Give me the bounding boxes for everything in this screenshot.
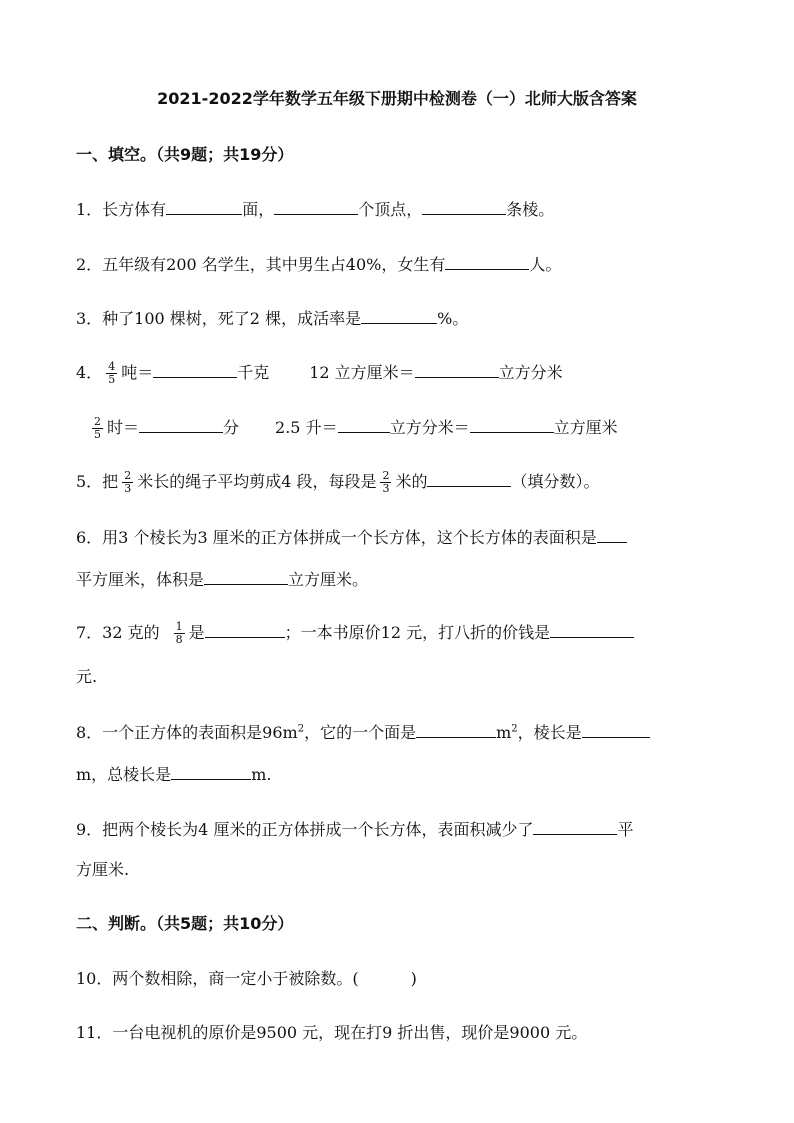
answer-blank[interactable] xyxy=(153,359,237,378)
question-2 xyxy=(76,251,724,277)
answer-blank[interactable] xyxy=(416,719,496,738)
q4-number: 4． xyxy=(76,363,103,382)
q4-text-d: 立方分米 xyxy=(498,363,563,382)
q6-text-c: 立方厘米。 xyxy=(288,570,369,589)
question-4-row-2 xyxy=(88,414,724,441)
question-4-row-1 xyxy=(76,359,724,386)
answer-blank[interactable] xyxy=(550,619,634,638)
q9-text-a: 9．把两个棱长为4 厘米的正方体拼成一个长方体，表面积减少了 xyxy=(76,820,534,839)
answer-blank[interactable] xyxy=(204,566,288,585)
answer-blank[interactable] xyxy=(139,414,223,433)
fraction xyxy=(122,470,133,495)
q7-text-a: 7．32 克的 xyxy=(76,623,160,642)
q2-text-b: 人。 xyxy=(529,255,562,274)
question-1 xyxy=(76,196,724,222)
question-10 xyxy=(76,967,724,991)
q4-text-f: 分 xyxy=(223,418,240,437)
answer-blank[interactable] xyxy=(166,196,242,215)
q5-text-d: （填分数）。 xyxy=(511,472,600,491)
question-6-row-2 xyxy=(76,566,724,592)
answer-blank[interactable] xyxy=(533,816,617,835)
section-heading-fill-in: 一、填空。（共9题；共19分） xyxy=(76,145,294,164)
superscript: 2 xyxy=(511,723,518,735)
answer-blank[interactable] xyxy=(427,468,511,487)
question-9-row-2 xyxy=(76,858,724,882)
q4-text-i: 立方厘米 xyxy=(553,418,618,437)
answer-blank[interactable] xyxy=(274,196,358,215)
q4-text-c: 12 立方厘米＝ xyxy=(309,363,415,382)
question-8-row-1 xyxy=(76,719,724,745)
fraction-denominator: 8 xyxy=(175,633,183,646)
question-8-row-2 xyxy=(76,761,724,787)
question-9-row-1 xyxy=(76,816,724,842)
answer-blank[interactable] xyxy=(338,414,390,433)
q9-text-b: 平 xyxy=(617,820,634,839)
q8-text-d: ，棱长是 xyxy=(517,723,582,742)
fraction xyxy=(174,621,185,646)
question-7-row-2 xyxy=(76,665,724,689)
fraction-denominator: 5 xyxy=(108,373,116,386)
answer-blank[interactable] xyxy=(422,196,506,215)
q6-text-a: 6．用3 个棱长为3 厘米的正方体拼成一个长方体，这个长方体的表面积是 xyxy=(76,528,597,547)
answer-blank[interactable] xyxy=(361,305,437,324)
q5-text-a: 5．把 xyxy=(76,472,119,491)
answer-blank[interactable] xyxy=(597,524,627,543)
question-6-row-1 xyxy=(76,524,724,550)
q8-text-e: m，总棱长是 xyxy=(76,765,172,784)
q8-text-f: m. xyxy=(251,765,272,784)
question-5 xyxy=(76,468,724,495)
question-3 xyxy=(76,305,724,331)
answer-blank[interactable] xyxy=(470,414,554,433)
fraction xyxy=(380,470,391,495)
q7-text-c: ；一本书原价12 元，打八折的价钱是 xyxy=(284,623,551,642)
answer-blank[interactable] xyxy=(415,359,499,378)
answer-blank[interactable] xyxy=(582,719,650,738)
fraction xyxy=(106,361,117,386)
q3-text-b: %。 xyxy=(437,309,469,328)
q1-text-c: 个顶点， xyxy=(358,200,423,219)
q7-text-d: 元. xyxy=(76,667,98,686)
q4-text-h: 立方分米＝ xyxy=(389,418,470,437)
q4-text-b: 千克 xyxy=(237,363,270,382)
fraction xyxy=(92,416,103,441)
fraction-denominator: 3 xyxy=(382,482,390,495)
q9-text-c: 方厘米. xyxy=(76,860,130,879)
fraction-numerator: 1 xyxy=(175,620,183,633)
q3-text-a: 3．种了100 棵树，死了2 棵，成活率是 xyxy=(76,309,362,328)
q4-text-a: 吨＝ xyxy=(121,363,154,382)
q2-text-a: 2．五年级有200 名学生，其中男生占40%，女生有 xyxy=(76,255,446,274)
answer-blank[interactable] xyxy=(205,619,285,638)
section-heading-true-false: 二、判断。（共5题；共10分） xyxy=(76,914,294,933)
q6-text-b: 平方厘米，体积是 xyxy=(76,570,205,589)
q7-text-b: 是 xyxy=(188,623,205,642)
question-11 xyxy=(76,1021,724,1045)
q5-text-b: 米长的绳子平均剪成4 段，每段是 xyxy=(137,472,377,491)
q8-text-b: ，它的一个面是 xyxy=(304,723,417,742)
q5-text-c: 米的 xyxy=(395,472,428,491)
fraction-numerator: 2 xyxy=(124,469,132,482)
q4-text-g: 2.5 升＝ xyxy=(275,418,338,437)
fraction-numerator: 2 xyxy=(382,469,390,482)
question-7-row-1 xyxy=(76,619,724,646)
answer-blank[interactable] xyxy=(445,251,529,270)
fraction-denominator: 5 xyxy=(94,428,101,441)
q8-text-c: m xyxy=(496,723,512,742)
superscript: 2 xyxy=(297,723,305,735)
page-title: 2021-2022学年数学五年级下册期中检测卷（一）北师大版含答案 xyxy=(157,89,637,108)
q8-text-a: 8．一个正方体的表面积是96m xyxy=(76,723,298,742)
q1-text-d: 条棱。 xyxy=(506,200,555,219)
q1-text-a: 1．长方体有 xyxy=(76,200,167,219)
q1-text-b: 面， xyxy=(242,200,275,219)
q10-text-b: ) xyxy=(410,969,417,988)
answer-blank[interactable] xyxy=(171,761,251,780)
fraction-numerator: 2 xyxy=(94,415,101,428)
q10-text-a: 10．两个数相除，商一定小于被除数。( xyxy=(76,969,359,988)
fraction-denominator: 3 xyxy=(124,482,132,495)
fraction-numerator: 4 xyxy=(108,360,116,373)
q4-text-e: 时＝ xyxy=(107,418,140,437)
q11-text-a: 11．一台电视机的原价是9500 元，现在打9 折出售，现价是9000 元。 xyxy=(76,1023,588,1042)
